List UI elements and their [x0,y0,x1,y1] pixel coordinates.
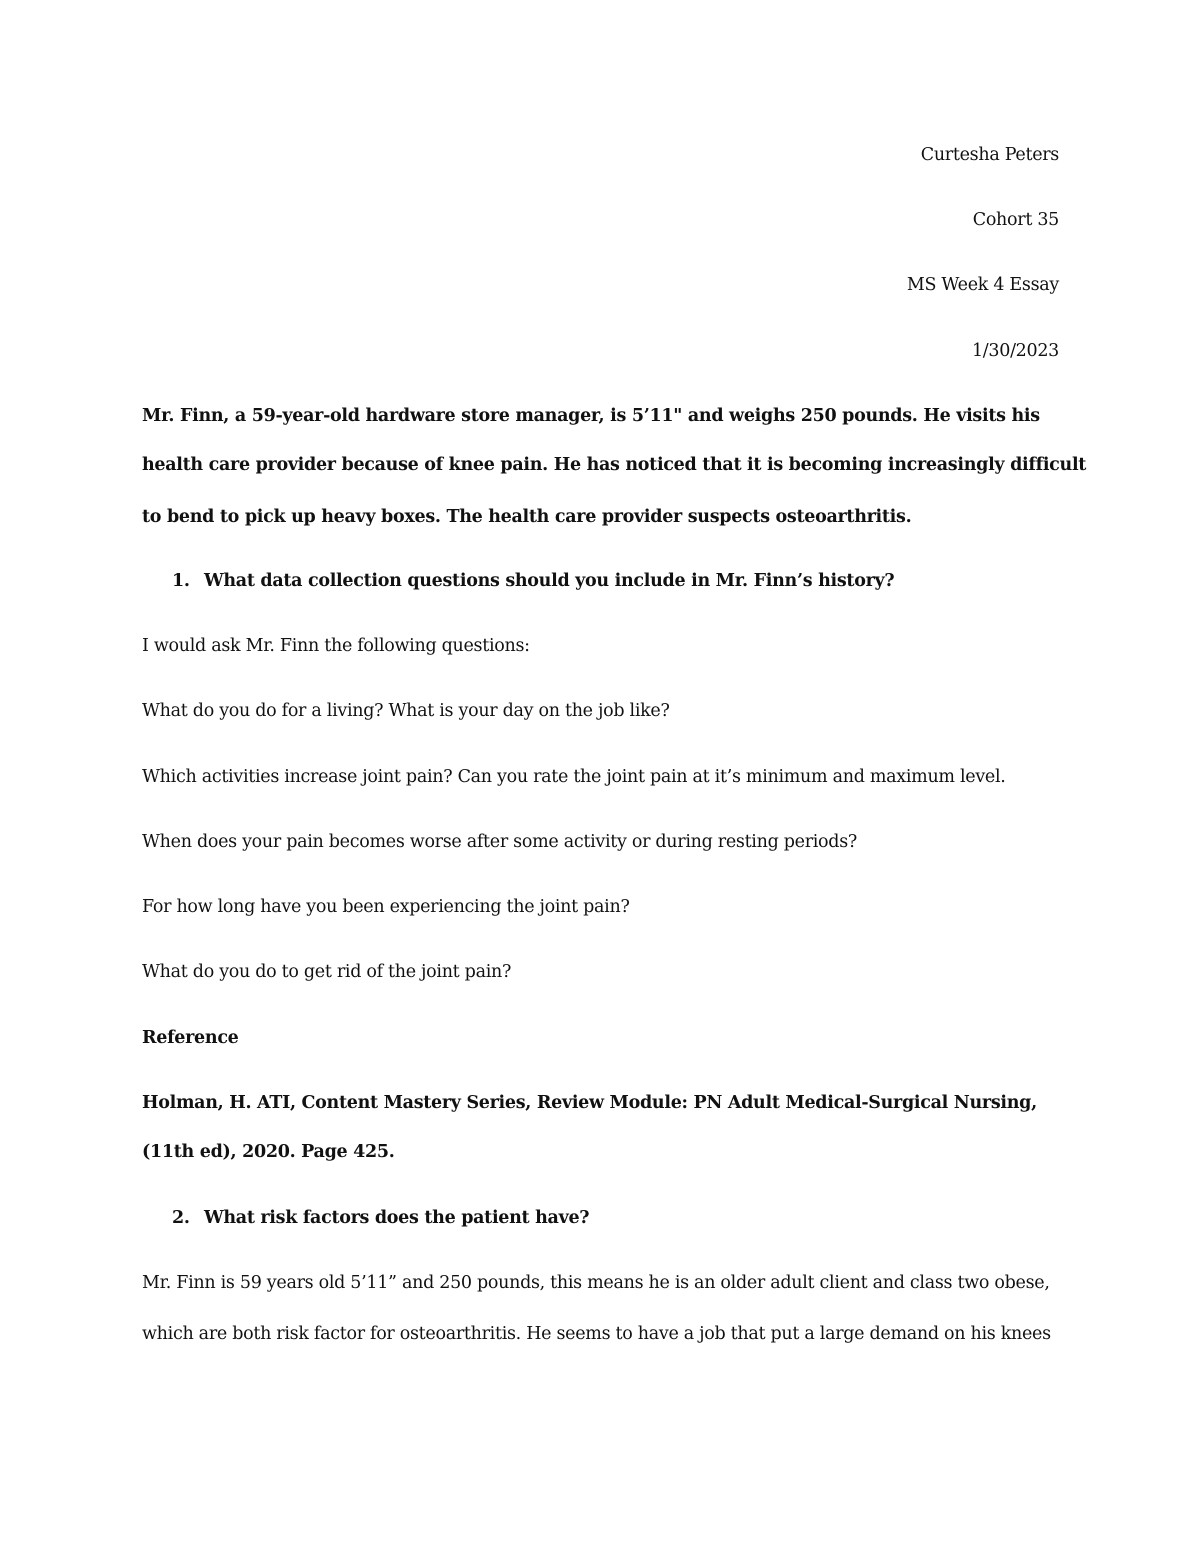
history-question: What do you do to get rid of the joint pain? [142,962,512,982]
course-title: MS Week 4 Essay [906,275,1059,295]
answer-line: Mr. Finn is 59 years old 5’11” and 250 pounds, this means he is an older adult client and class two obese, [142,1273,1050,1293]
answer-intro: I would ask Mr. Finn the following questions: [142,636,530,656]
reference-line: (11th ed), 2020. Page 425. [142,1142,395,1162]
question-text: What data collection questions should you include in Mr. Finn’s history? [204,571,895,591]
question-1 [142,569,1062,593]
history-question: When does your pain becomes worse after some activity or during resting periods? [142,832,857,852]
reference-line: Holman, H. ATI, Content Mastery Series, Review Module: PN Adult Medical-Surgical Nursing, [142,1093,1037,1113]
question-text: What risk factors does the patient have? [204,1208,590,1228]
cohort-label: Cohort 35 [972,210,1059,230]
question-2 [142,1206,1062,1230]
reference-heading: Reference [142,1028,239,1048]
question-number: 1. [172,571,190,591]
history-question: What do you do for a living? What is your day on the job like? [142,701,670,721]
document-date: 1/30/2023 [971,341,1059,361]
history-question: For how long have you been experiencing the joint pain? [142,897,630,917]
prompt-line: to bend to pick up heavy boxes. The health care provider suspects osteoarthritis. [142,507,912,527]
prompt-line: Mr. Finn, a 59-year-old hardware store manager, is 5’11" and weighs 250 pounds. He visits his [142,406,1040,426]
answer-line: which are both risk factor for osteoarthritis. He seems to have a job that put a large demand on his knees [142,1324,1051,1344]
prompt-line: health care provider because of knee pain. He has noticed that it is becoming increasingly difficult [142,455,1087,475]
history-question: Which activities increase joint pain? Can you rate the joint pain at it’s minimum and maximum level. [142,767,1006,787]
question-number: 2. [172,1208,190,1228]
author-name: Curtesha Peters [920,145,1059,165]
